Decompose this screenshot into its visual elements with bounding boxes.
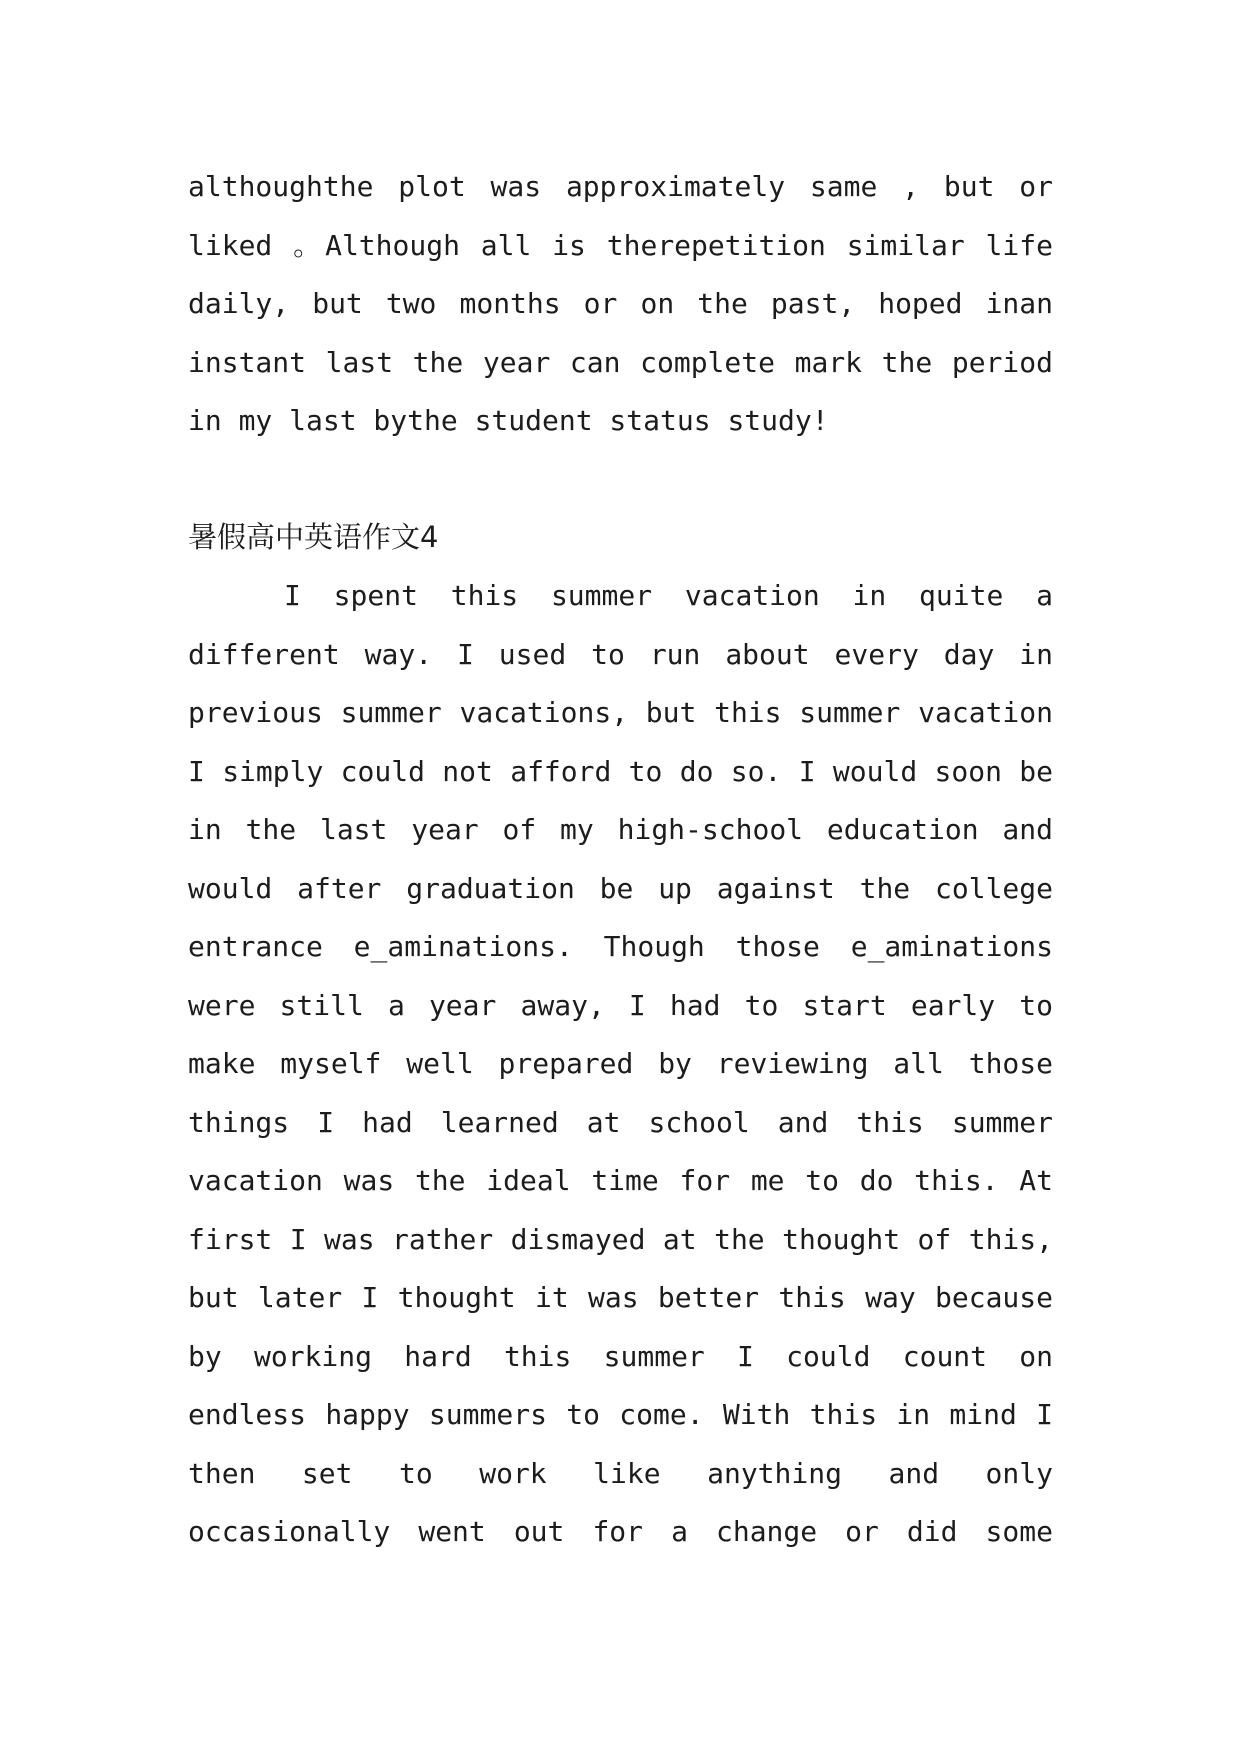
paragraph-previous-essay-ending bbox=[188, 158, 1053, 451]
paragraph-line: daily, but two months or on the past, hoped inan bbox=[188, 287, 1053, 320]
paragraph-line: would after graduation be up against the college bbox=[188, 871, 1053, 905]
paragraph-line: occasionally went out for a change or did some bbox=[188, 1515, 1053, 1548]
paragraph-line: different way. I used to run about every day in bbox=[188, 637, 1053, 671]
essay-heading: 暑假高中英语作文4 bbox=[188, 520, 439, 554]
paragraph-line: I simply could not afford to do so. I would soon be bbox=[188, 754, 1053, 788]
paragraph-line: entrance e_aminations. Though those e_aminations bbox=[188, 930, 1053, 963]
paragraph-line: I spent this summer vacation in quite a bbox=[284, 579, 1053, 612]
paragraph-line: were still a year away, I had to start early to bbox=[188, 988, 1053, 1022]
paragraph-line: previous summer vacations, but this summer vacation bbox=[188, 696, 1053, 729]
paragraph-line: but later I thought it was better this way because bbox=[188, 1281, 1053, 1314]
paragraph-line: things I had learned at school and this summer bbox=[188, 1105, 1053, 1139]
paragraph-line: endless happy summers to come. With this in mind I bbox=[188, 1398, 1053, 1431]
paragraph-line: in the last year of my high-school education and bbox=[188, 813, 1053, 846]
paragraph-line: in my last bythe student status study! bbox=[188, 404, 829, 437]
paragraph-line: make myself well prepared by reviewing all those bbox=[188, 1047, 1053, 1080]
paragraph-line: by working hard this summer I could count on bbox=[188, 1339, 1053, 1373]
paragraph-line: liked 。Although all is therepetition similar life bbox=[188, 228, 1053, 262]
paragraph-line: then set to work like anything and only bbox=[188, 1456, 1053, 1490]
paragraph-essay-4-body bbox=[188, 567, 1053, 1562]
paragraph-line: first I was rather dismayed at the thought of this, bbox=[188, 1222, 1053, 1256]
paragraph-line: instant last the year can complete mark the period bbox=[188, 345, 1053, 379]
paragraph-line: vacation was the ideal time for me to do this. At bbox=[188, 1164, 1053, 1197]
paragraph-line: althoughthe plot was approximately same , but or bbox=[188, 170, 1053, 203]
